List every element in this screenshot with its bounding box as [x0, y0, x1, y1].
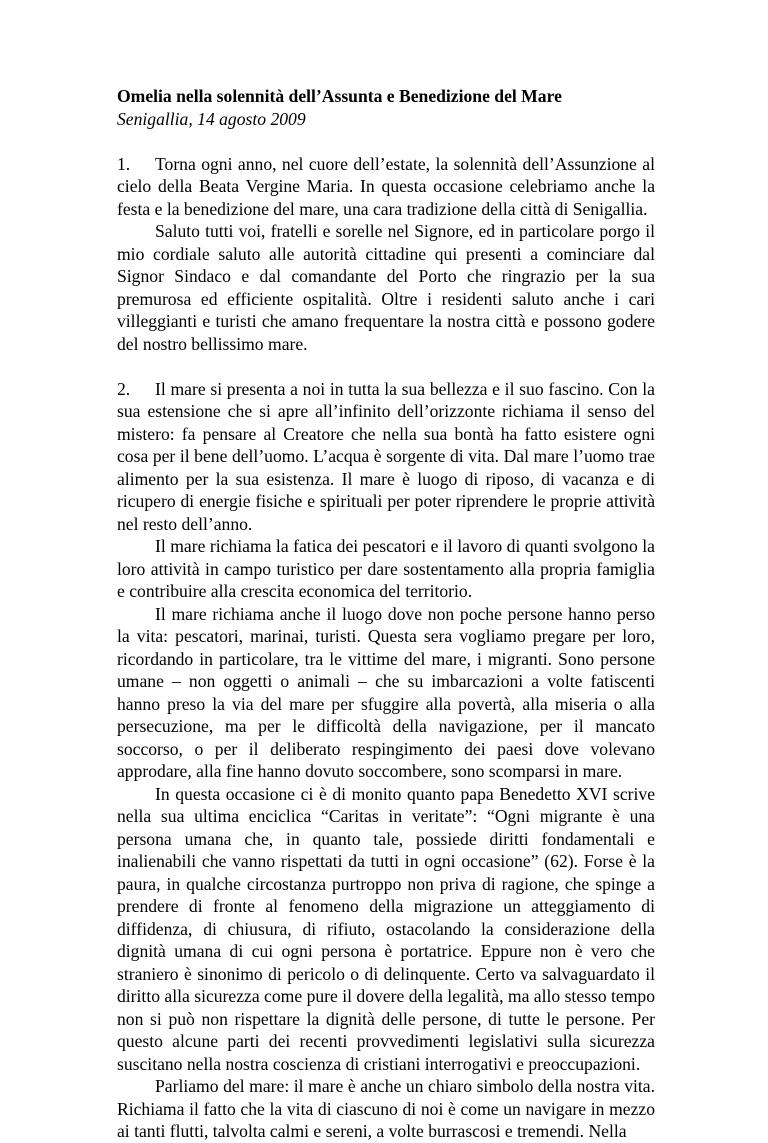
- document-subtitle: Senigallia, 14 agosto 2009: [117, 108, 306, 129]
- section-paragraph: [117, 153, 655, 221]
- section-paragraph: In questa occasione ci è di monito quanto papa Benedetto XVI scrive nella sua ultima enciclica “Caritas in veritate”: “Ogni migrante è una persona umana che, in quanto tale, possiede diritti fondamentali e inalienabili che vanno rispettati da tutti in ogni occasione” (62). Forse è la paura, in qualche circostanza purtroppo non priva di ragione, che spinge a prendere di fronte al fenomeno della migrazione un atteggiamento di diffidenza, di chiusura, di rifiuto, ostacolando la considerazione della dignità umana di cui ogni persona è portatrice. Eppure non è vero che straniero è sinonimo di pericolo o di delinquente. Certo va salvaguardato il diritto alla sicurezza come pure il dovere della legalità, ma allo stesso tempo non si può non rispettare la dignità delle persone, di tutte le persone. Per questo alcune parti dei recenti provvedimenti legislativi sulla sicurezza suscitano nella nostra coscienza di cristiani interrogativi e preoccupazioni.: [117, 783, 655, 1074]
- section-paragraph: Il mare richiama la fatica dei pescatori e il lavoro di quanti svolgono la loro attività in campo turistico per dare sostentamento alla propria famiglia e contribuire alla crescita economica del territorio.: [117, 536, 655, 601]
- section-number: 1.: [117, 153, 131, 174]
- paragraph-text: Torna ogni anno, nel cuore dell’estate, la solennità dell’Assunzione al cielo della Beata Vergine Maria. In questa occasione celebriamo anche la festa e la benedizione del mare, una cara tradizione della città di Senigallia.: [117, 153, 655, 219]
- section-1: [117, 153, 655, 356]
- section-paragraph: [117, 378, 655, 536]
- section-2: [117, 378, 655, 1143]
- paragraph-text: Il mare si presenta a noi in tutta la sua bellezza e il suo fascino. Con la sua estensione che si apre all’infinito dell’orizzonte richiama il senso del mistero: fa pensare al Creatore che nella sua bontà ha fatto esistere ogni cosa per il bene dell’uomo. L’acqua è sorgente di vita. Dal mare l’uomo trae alimento per la sua esistenza. Il mare è luogo di riposo, di vacanza e di ricupero di energie fisiche e spirituali per poter riprendere le proprie attività nel resto dell’anno.: [117, 378, 655, 534]
- document-page: [117, 85, 655, 1143]
- section-paragraph: Il mare richiama anche il luogo dove non poche persone hanno perso la vita: pescatori, marinai, turisti. Questa sera vogliamo pregare per loro, ricordando in particolare, tra le vittime del mare, i migranti. Sono persone umane – non oggetti o animali – che su imbarcazioni a volte fatiscenti hanno preso la via del mare per sfuggire alla povertà, alla miseria o alla persecuzione, ma per le difficoltà della navigazione, per il mancato soccorso, o per il deliberato respingimento dei paesi dove volevano approdare, alla fine hanno dovuto soccombere, sono scomparsi in mare.: [117, 603, 655, 781]
- section-paragraph: Saluto tutti voi, fratelli e sorelle nel Signore, ed in particolare porgo il mio cordiale saluto alle autorità cittadine qui presenti a cominciare dal Signor Sindaco e dal comandante del Porto che ringrazio per la sua premurosa ed efficiente ospitalità. Oltre i residenti saluto anche i cari villeggianti e turisti che amano frequentare la nostra città e possono godere del nostro bellissimo mare.: [117, 221, 655, 354]
- section-paragraph: Parliamo del mare: il mare è anche un chiaro simbolo della nostra vita. Richiama il fatto che la vita di ciascuno di noi è come un navigare in mezzo ai tanti flutti, talvolta calmi e sereni, a volte burrascosi e tremendi. Nella: [117, 1076, 655, 1141]
- section-number: 2.: [117, 378, 131, 399]
- document-title: Omelia nella solennità dell’Assunta e Benedizione del Mare: [117, 86, 562, 106]
